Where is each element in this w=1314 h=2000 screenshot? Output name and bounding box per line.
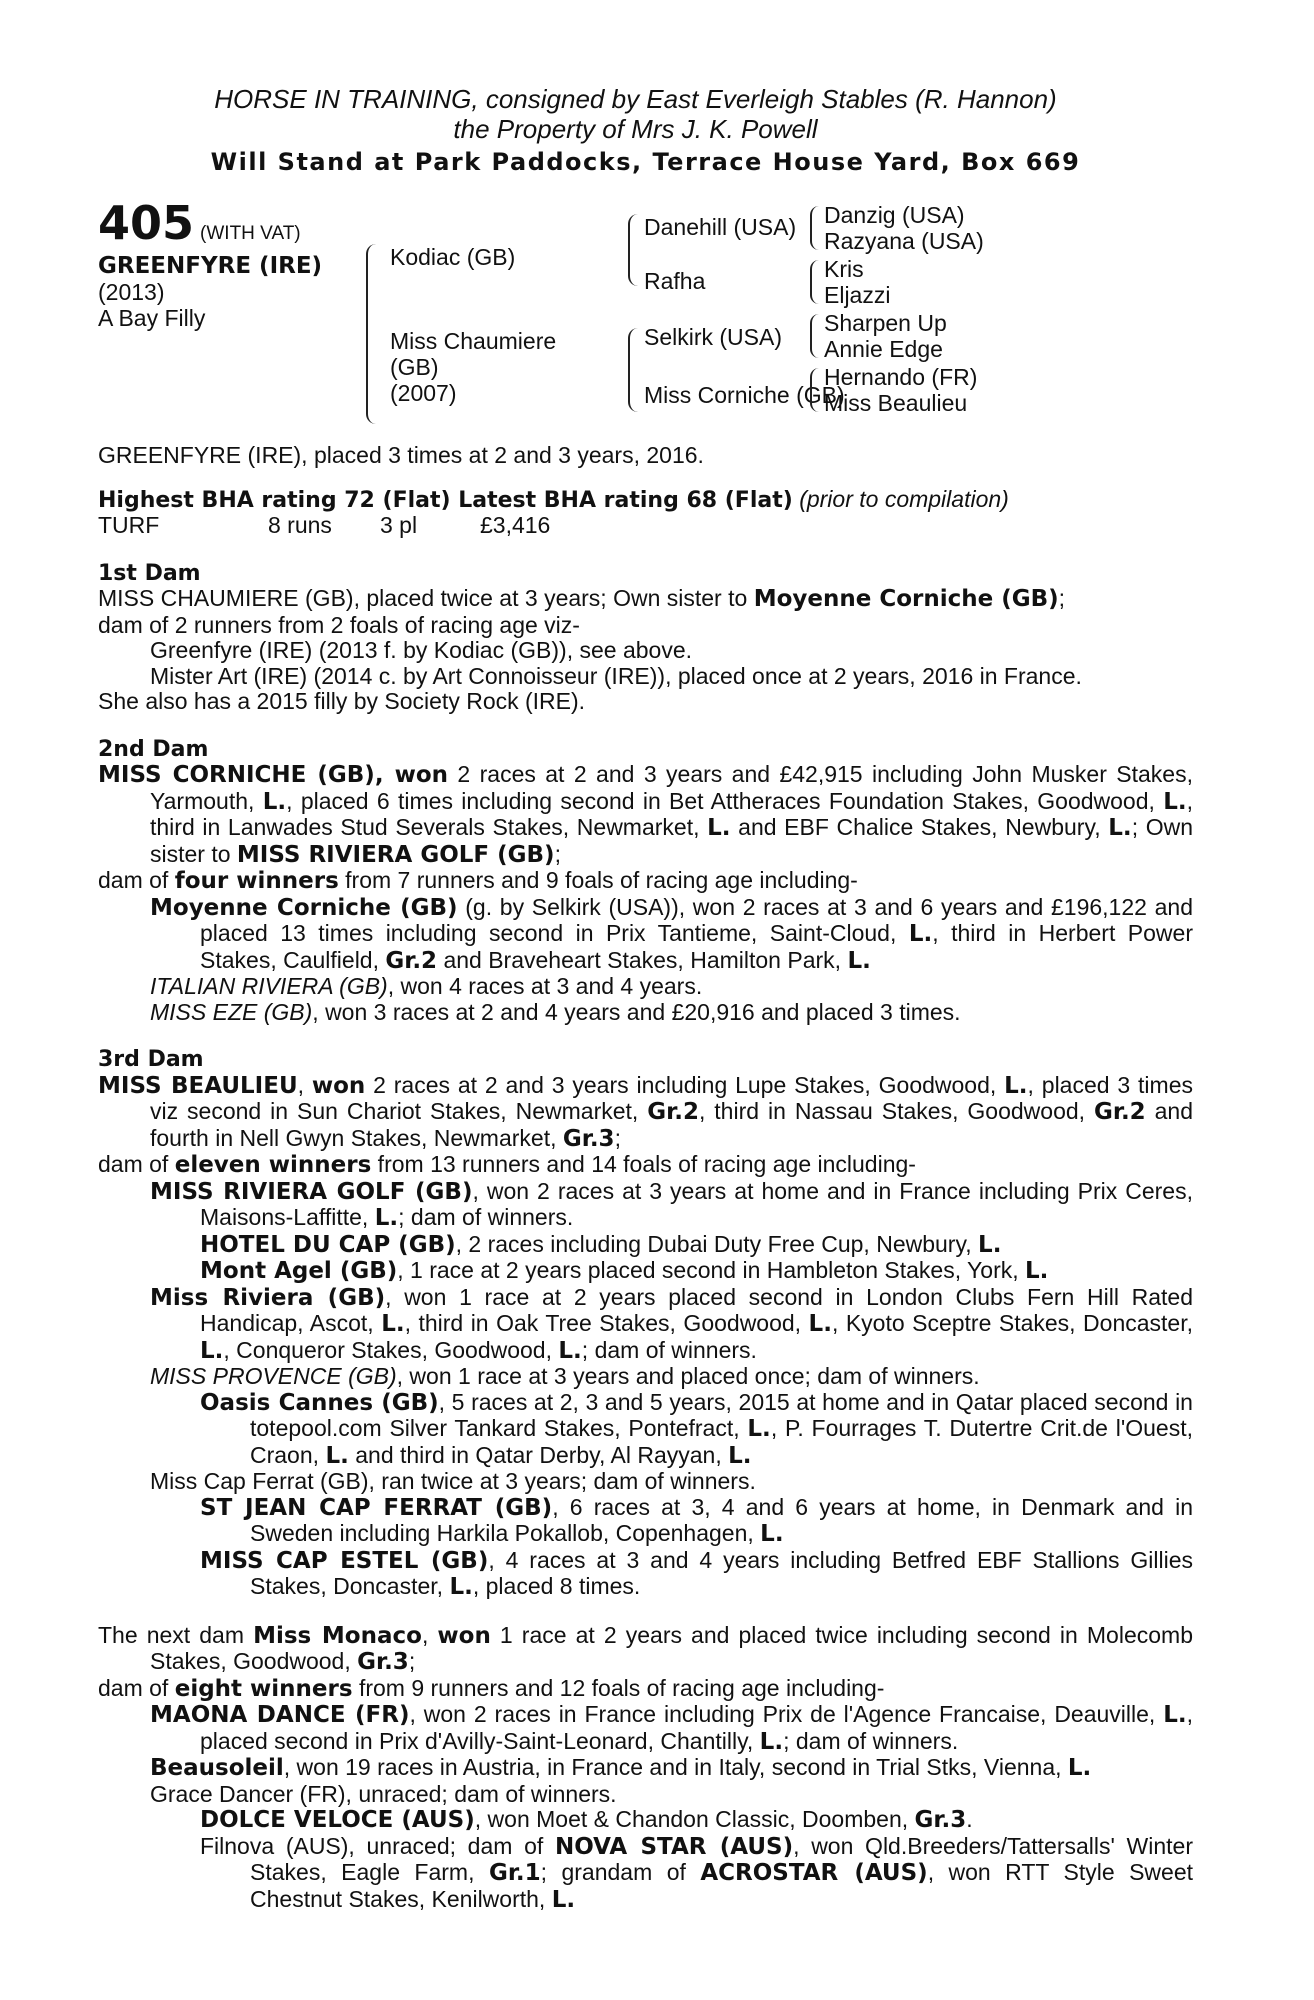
- text-run: from 7 runners and 9 foals of racing age including-: [338, 867, 858, 893]
- bold-run: Gr.2: [647, 1099, 699, 1125]
- text-run: , won 2 races at 3 years at home and in France including Prix Ceres, Maisons-Laffitte,: [200, 1177, 1193, 1230]
- text-run: , 6 races at 3, 4 and 6 years at home, in Denmark and in Sweden including Harkila Pokallob, Copenhagen,: [250, 1493, 1193, 1546]
- bold-run: L.: [760, 1521, 784, 1547]
- dam-dam: Miss Corniche (GB): [644, 382, 845, 408]
- bold-run: HOTEL DU CAP (GB): [200, 1231, 456, 1258]
- third-dam-produce-1: [98, 1179, 1193, 1232]
- sdd-name: Eljazzi: [824, 282, 891, 308]
- text-run: ;: [554, 840, 561, 867]
- pedigree-table: [98, 196, 1193, 427]
- bold-run: L.: [449, 1574, 473, 1600]
- earnings: £3,416: [480, 512, 551, 538]
- text-run: , third in Nassau Stakes, Goodwood,: [698, 1098, 1094, 1124]
- bold-run: L.: [808, 1311, 832, 1337]
- italic-run: ITALIAN RIVIERA (GB): [150, 973, 388, 999]
- bold-run: L.: [374, 1205, 399, 1231]
- bold-run: L.: [1108, 815, 1132, 841]
- text-run: , Conqueror Stakes, Goodwood,: [223, 1336, 559, 1363]
- placings: 3 pl: [380, 512, 418, 538]
- bold-run: Gr.1: [488, 1860, 541, 1886]
- text-run: and Braveheart Stakes, Hamilton Park,: [437, 946, 848, 973]
- second-dam-produce-3: [98, 1000, 1193, 1026]
- gen2-dam-brace: [628, 328, 638, 412]
- dam-name: [390, 328, 556, 406]
- text-run: , P. Fourrages T. Dutertre Crit.de l'Ouest, Craon,: [250, 1415, 1193, 1468]
- next-dam-produce-2: [98, 1755, 1193, 1782]
- bold-run: eleven winners: [174, 1152, 372, 1178]
- race-summary: GREENFYRE (IRE), placed 3 times at 2 and 3 years, 2016.: [98, 442, 704, 468]
- next-dam-record: [98, 1623, 1193, 1676]
- second-dam-produce-1: [98, 895, 1193, 975]
- gen3-brace-1: [810, 206, 819, 250]
- sire-sire: Danehill (USA): [644, 214, 797, 240]
- text-run: , won 1 race at 3 years and placed once; dam of winners.: [396, 1363, 980, 1389]
- bold-run: won: [394, 762, 449, 788]
- bold-run: MISS BEAULIEU: [98, 1072, 298, 1099]
- bold-run: L.: [1025, 1258, 1049, 1284]
- second-dam-record: [98, 762, 1193, 868]
- text-run: , third in Herbert Power Stakes, Caulfield,: [200, 920, 1193, 973]
- bold-run: L.: [747, 1416, 771, 1442]
- bold-run: Gr.3: [914, 1807, 967, 1833]
- third-dam-produce-1b: [98, 1258, 1193, 1285]
- text-run: .: [966, 1806, 973, 1832]
- next-dam-produce-3: [98, 1782, 1193, 1808]
- bold-run: Gr.3: [562, 1125, 615, 1152]
- lot-number: 405: [98, 196, 195, 250]
- text-run: ; dam of winners.: [398, 1204, 574, 1230]
- bold-run: L.: [262, 788, 287, 815]
- bold-run: Oasis Cannes (GB): [200, 1389, 439, 1416]
- bold-run: L.: [381, 1311, 405, 1337]
- text-run: , won 2 races in France including Prix de l'Agence Francaise, Deauville,: [409, 1701, 1164, 1727]
- horse-description: A Bay Filly: [98, 305, 206, 331]
- vat-note: (WITH VAT): [200, 223, 301, 244]
- gen3-brace-4: [810, 368, 819, 412]
- text-run: , won 4 races at 3 and 4 years.: [387, 973, 703, 999]
- property-line: the Property of Mrs J. K. Powell: [453, 114, 818, 144]
- text-run: from 9 runners and 12 foals of racing age including-: [352, 1674, 885, 1701]
- bold-run: Gr.2: [1094, 1099, 1146, 1125]
- dds-name: Hernando (FR): [824, 364, 978, 390]
- sds-name: Kris: [824, 256, 864, 282]
- bold-run: L.: [978, 1231, 1002, 1258]
- bold-run: L.: [558, 1337, 582, 1364]
- text-run: , won 3 races at 2 and 4 years and £20,916 and placed 3 times.: [312, 998, 961, 1025]
- gen1-brace: [366, 244, 376, 424]
- text-run: , placed 8 times.: [472, 1573, 641, 1599]
- dam-name-line: Miss Chaumiere: [390, 328, 557, 354]
- horse-name: GREENFYRE (IRE): [98, 253, 323, 279]
- bold-run: ST JEAN CAP FERRAT (GB): [200, 1494, 553, 1521]
- bold-run: Miss Riviera (GB): [150, 1284, 386, 1311]
- bold-run: L.: [707, 815, 731, 841]
- sire-name: Kodiac (GB): [390, 244, 516, 270]
- bold-run: L.: [847, 947, 871, 974]
- text-run: ,: [421, 1621, 438, 1648]
- next-dam-produce-3b: [98, 1834, 1193, 1914]
- bold-run: Moyenne Corniche (GB): [150, 894, 458, 921]
- bold-run: L.: [759, 1728, 784, 1755]
- catalogue-page: [98, 84, 1193, 1913]
- first-dam-produce-1: Greenfyre (IRE) (2013 f. by Kodiac (GB)), see above.: [150, 637, 693, 663]
- text-run: (g. by Selkirk (USA)), won 2 races at 3 and 6 years and £196,122 and placed 13 times including second in Prix Tantieme, Saint-Cloud,: [200, 893, 1193, 946]
- sss-name: Danzig (USA): [824, 202, 965, 228]
- bold-run: L.: [908, 921, 933, 947]
- text-run: , won RTT Style Sweet Chestnut Stakes, Kenilworth,: [250, 1859, 1194, 1912]
- bold-run: L.: [1163, 788, 1187, 815]
- third-dam-produce-4b: [98, 1548, 1193, 1601]
- dam-country: (GB): [390, 354, 439, 380]
- ddd-name: Miss Beaulieu: [824, 390, 968, 416]
- bold-run: MISS RIVIERA GOLF (GB): [150, 1178, 473, 1205]
- text-run: ;: [614, 1124, 621, 1151]
- ssd-name: Razyana (USA): [824, 228, 984, 254]
- text-run: , won 19 races in Austria, in France and in Italy, second in Trial Stks, Vienna,: [283, 1754, 1068, 1780]
- bold-run: Mont Agel (GB): [200, 1258, 398, 1284]
- bold-run: MISS CORNICHE (GB): [98, 762, 375, 788]
- bold-run: DOLCE VELOCE (AUS): [200, 1807, 475, 1833]
- text-run: from 13 runners and 14 foals of racing age including-: [371, 1151, 916, 1177]
- text-run: ; dam of winners.: [581, 1336, 757, 1363]
- first-dam-punct: ;: [1058, 585, 1066, 611]
- third-dam-produce-1a: [98, 1232, 1193, 1259]
- bold-run: MAONA DANCE (FR): [150, 1702, 410, 1728]
- italic-run: MISS PROVENCE (GB): [150, 1363, 397, 1389]
- sire-dam: Rafha: [644, 268, 706, 294]
- text-run: , placed 6 times including second in Bet Attheraces Foundation Stakes, Goodwood,: [286, 787, 1164, 814]
- text-run: ;: [408, 1648, 416, 1674]
- bha-rating: [98, 487, 1193, 514]
- text-run: , won Qld.Breeders/Tattersalls' Winter Stakes, Eagle Farm,: [250, 1832, 1194, 1885]
- first-dam-sister: Moyenne Corniche (GB): [753, 586, 1059, 612]
- runs: 8 runs: [268, 512, 332, 538]
- third-dam-produce-4: [98, 1469, 1193, 1495]
- bold-run: NOVA STAR (AUS): [554, 1833, 794, 1860]
- text-run: 2 races at 2 and 3 years and £42,915 including John Musker Stakes, Yarmouth,: [150, 761, 1193, 814]
- first-dam-text: MISS CHAUMIERE (GB), placed twice at 3 years; Own sister to: [98, 585, 754, 611]
- text-run: Grace Dancer (FR), unraced; dam of winners.: [150, 1780, 617, 1807]
- text-run: Filnova (AUS), unraced; dam of: [200, 1832, 555, 1859]
- italic-run: MISS EZE (GB): [150, 998, 313, 1025]
- bold-run: L.: [325, 1442, 349, 1469]
- foaling-year: (2013): [98, 279, 165, 305]
- third-dam-heading: 3rd Dam: [98, 1047, 204, 1072]
- third-dam-produce-4a: [98, 1495, 1193, 1548]
- bold-run: L.: [728, 1442, 752, 1469]
- bold-run: L.: [1163, 1702, 1187, 1728]
- first-dam-foal-note: She also has a 2015 filly by Society Rock (IRE).: [98, 688, 586, 714]
- third-dam-produce-intro: [98, 1152, 1193, 1179]
- text-run: , Kyoto Sceptre Stakes, Doncaster,: [831, 1310, 1193, 1336]
- second-dam-produce-intro: [98, 868, 1193, 895]
- dsd-name: Annie Edge: [824, 336, 943, 362]
- text-run: , 4 races at 3 and 4 years including Betfred EBF Stallions Gillies Stakes, Doncaster,: [250, 1546, 1194, 1599]
- bold-run: ACROSTAR (AUS): [700, 1860, 928, 1886]
- dam-year: (2007): [390, 380, 457, 406]
- bold-run: four winners: [174, 868, 339, 894]
- third-dam-record: [98, 1073, 1193, 1153]
- bold-run: ,: [374, 762, 395, 788]
- text-run: ; Own sister to: [150, 814, 1194, 867]
- text-run: , 1 race at 2 years placed second in Hambleton Stakes, York,: [397, 1257, 1026, 1283]
- text-run: 1 race at 2 years and placed twice including second in Molecomb Stakes, Goodwood,: [150, 1621, 1193, 1674]
- next-dam-produce-3a: [98, 1807, 1193, 1834]
- lot-info: [98, 196, 323, 331]
- text-run: , 5 races at 2, 3 and 5 years, 2015 at home and in Qatar placed second in totepool.com Silver Tankard Stakes, Pontefract,: [250, 1388, 1193, 1441]
- gen3-brace-3: [810, 314, 819, 358]
- text-run: , third in Lanwades Stud Severals Stakes, Newmarket,: [150, 787, 1194, 840]
- text-run: dam of: [98, 1151, 175, 1177]
- text-run: dam of: [98, 1674, 175, 1701]
- text-run: and EBF Chalice Stakes, Newbury,: [730, 814, 1109, 840]
- text-run: and third in Qatar Derby, Al Rayyan,: [348, 1441, 729, 1468]
- text-run: Miss Cap Ferrat (GB), ran twice at 3 years; dam of winners.: [150, 1468, 756, 1494]
- turf-record: [98, 513, 1193, 539]
- bold-run: L.: [551, 1886, 576, 1913]
- bold-run: L.: [1004, 1072, 1028, 1099]
- third-dam-produce-3: [98, 1364, 1193, 1390]
- bold-run: Gr.3: [357, 1649, 409, 1675]
- consignor-line: HORSE IN TRAINING, consigned by East Everleigh Stables (R. Hannon): [214, 84, 1057, 114]
- bold-run: Beausoleil: [150, 1755, 284, 1781]
- dam-sire: Selkirk (USA): [644, 324, 783, 350]
- text-run: 2 races at 2 and 3 years including Lupe Stakes, Goodwood,: [365, 1071, 1005, 1098]
- next-dam-produce-1: [98, 1702, 1193, 1755]
- gen3-brace-2: [810, 260, 819, 304]
- bold-run: L.: [200, 1337, 224, 1364]
- bold-run: L.: [1067, 1755, 1092, 1781]
- gen2-sire-brace: [628, 214, 638, 286]
- second-dam-produce-2: [98, 974, 1193, 1000]
- text-run: , won 1 race at 2 years placed second in London Clubs Fern Hill Rated Handicap, Ascot,: [200, 1283, 1193, 1336]
- dss-name: Sharpen Up: [824, 310, 947, 336]
- text-run: , third in Oak Tree Stakes, Goodwood,: [404, 1310, 809, 1336]
- first-dam-line: [98, 586, 1193, 613]
- rating-note: (prior to compilation): [799, 485, 1009, 512]
- text-run: and fourth in Nell Gwyn Stakes, Newmarket,: [150, 1098, 1194, 1151]
- text-run: , placed 3 times viz second in Sun Chariot Stakes, Newmarket,: [150, 1071, 1193, 1124]
- bold-run: won: [437, 1622, 491, 1649]
- bold-run: MISS RIVIERA GOLF (GB): [236, 841, 555, 868]
- text-run: ,: [297, 1071, 312, 1098]
- text-run: , 2 races including Dubai Duty Free Cup, Newbury,: [455, 1230, 979, 1257]
- bold-run: won: [311, 1072, 366, 1099]
- third-dam-produce-3a: [98, 1390, 1193, 1470]
- next-dam-produce-intro: [98, 1676, 1193, 1703]
- text-run: ; grandam of: [540, 1859, 701, 1885]
- bold-run: Gr.2: [385, 947, 438, 974]
- surface: TURF: [98, 512, 160, 538]
- bold-run: Miss Monaco: [253, 1622, 422, 1649]
- first-dam-produce-2: Mister Art (IRE) (2014 c. by Art Connoisseur (IRE)), placed once at 2 years, 2016 in France.: [150, 662, 1082, 689]
- third-dam-produce-2: [98, 1285, 1193, 1365]
- text-run: , won Moet & Chandon Classic, Doomben,: [474, 1806, 915, 1832]
- text-run: , placed second in Prix d'Avilly-Saint-Leonard, Chantilly,: [200, 1701, 1194, 1754]
- bold-run: MISS CAP ESTEL (GB): [200, 1547, 489, 1574]
- text-run: dam of: [98, 867, 175, 893]
- stand-location: Will Stand at Park Paddocks, Terrace House Yard, Box 669: [210, 148, 1081, 176]
- text-run: ; dam of winners.: [783, 1727, 959, 1754]
- rating-values: Highest BHA rating 72 (Flat) Latest BHA rating 68 (Flat): [98, 487, 793, 513]
- text-run: The next dam: [98, 1621, 254, 1648]
- first-dam-produce-intro: dam of 2 runners from 2 foals of racing age viz-: [98, 611, 580, 638]
- second-dam-heading: 2nd Dam: [98, 736, 209, 762]
- first-dam-heading: 1st Dam: [98, 560, 201, 586]
- bold-run: eight winners: [174, 1675, 353, 1702]
